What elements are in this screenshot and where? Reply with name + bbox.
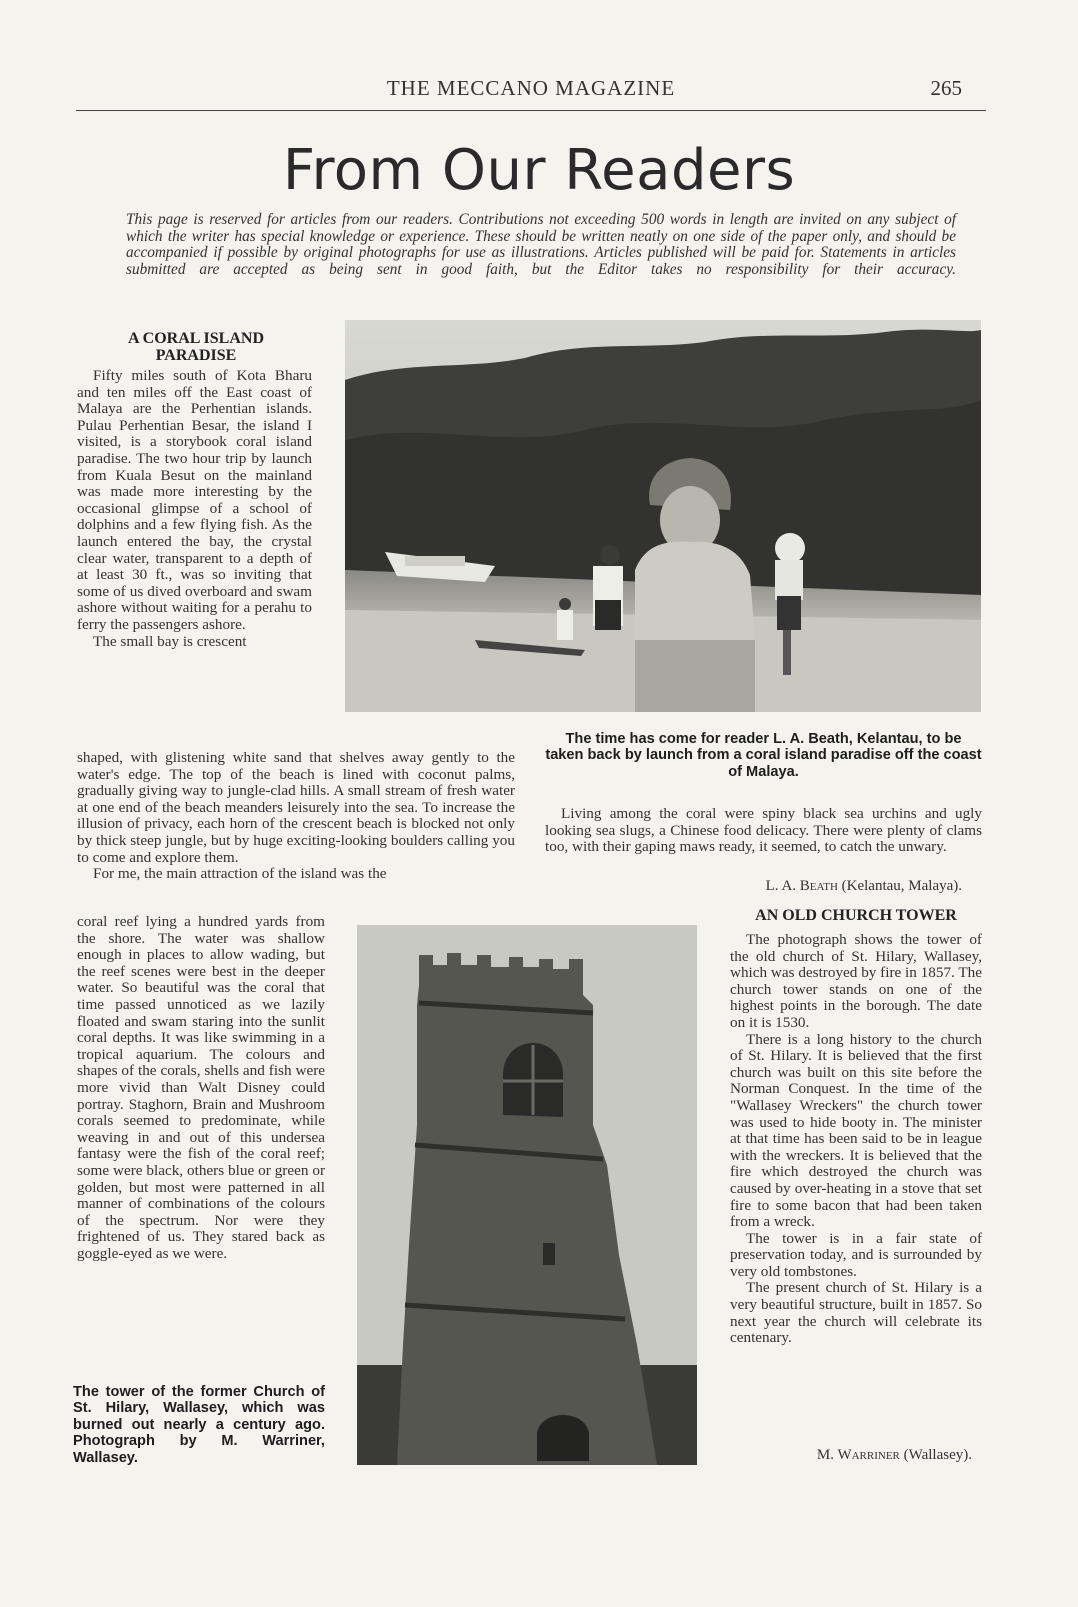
coral-signature <box>545 878 962 895</box>
church-author: M. Warriner <box>816 1447 900 1463</box>
running-header <box>76 76 986 111</box>
coral-paragraph-4: Living among the coral were spiny black sea urchins and ugly looking sea slugs, a Chinese food delicacy. There were plenty of clams too, with their gaping maws ready, it seemed, to catch the unwary. <box>545 805 982 856</box>
beach-photo-caption: The time has come for reader L. A. Beath, Kelantau, to be taken back by launch from a coral island paradise off the coast of Malaya. <box>545 731 982 780</box>
coral-paragraph-3-start: For me, the main attraction of the island was the <box>93 865 387 883</box>
church-photo-caption: The tower of the former Church of St. Hilary, Wallasey, which was burned out nearly a century ago. Photograph by M. Warriner, Wallasey. <box>73 1384 325 1466</box>
coral-author: L. A. Beath <box>765 878 838 894</box>
article-heading-church: AN OLD CHURCH TOWER <box>755 907 957 924</box>
coral-paragraph-2-cont: shaped, with glistening white sand that shelves away gently to the water's edge. The top of the beach is lined with coconut palms, gradually giving way to jungle-clad hills. A small stream of fresh water at one end of the beach meanders leisurely into the sea. To increase the illusion of privacy, each horn of the crescent beach is blocked not only by thick steep jungle, but by huge exciting-looking boulders calling you to come and explore them. <box>77 749 515 866</box>
church-column <box>730 932 982 1347</box>
church-tower-photograph <box>357 925 697 1465</box>
coral-author-location: (Kelantau, Malaya). <box>841 878 962 894</box>
church-author-location: (Wallasey). <box>903 1447 972 1463</box>
coral-paragraph-2-start: The small bay is crescent <box>93 632 247 650</box>
coral-paragraph-1: Fifty miles south of Kota Bharu and ten miles off the East coast of Malaya are the Perhentian islands. Pulau Perhentian Besar, the island I visited, is a storybook coral island paradise. The two hour trip by launch from Kuala Besut on the mainland was made more interesting by the occasional glimpse of a school of dolphins and a few flying fish. As the launch entered the bay, the crystal clear water, transparent to a depth of at least 30 ft., was so inviting that some of us dived overboard and swam ashore without waiting for a perahu to ferry the passengers ashore. <box>77 367 312 633</box>
magazine-name: THE MECCANO MAGAZINE <box>386 76 676 100</box>
church-signature <box>730 1447 972 1464</box>
article-heading-coral: A CORAL ISLAND PARADISE <box>127 330 265 364</box>
beach-photo-illustration <box>345 320 981 712</box>
page-title: From Our Readers <box>282 138 796 203</box>
coral-column-3 <box>77 914 325 1262</box>
beach-photograph <box>345 320 981 712</box>
coral-column-4 <box>545 806 982 856</box>
church-paragraph-1: The photograph shows the tower of the old church of St. Hilary, Wallasey, which was destroyed by fire in 1857. The church tower stands on one of the highest points in the borough. The date on it is 1530. <box>730 931 982 1031</box>
coral-column-2 <box>77 750 515 883</box>
tower-photo-illustration <box>357 925 697 1465</box>
coral-paragraph-3-cont: coral reef lying a hundred yards from the shore. The water was shallow enough in places to allow wading, but the reef scenes were best in the deeper water. So beautiful was the coral that time passed unnoticed as we lazily floated and swam staring into the sunlit coral depths. It was like swimming in a tropical aquarium. The colours and shapes of the corals, shells and fish were more vivid than Walt Disney could portray. Staghorn, Brain and Mushroom corals seemed to predominate, while weaving in and out of this undersea fantasy were the fish of the coral reef; some were black, others blue or green or golden, but most were patterned in all manner of combinations of the colours of the spectrum. Nor were they frightened of us. They stared back as goggle-eyed as we were. <box>77 913 325 1262</box>
intro-paragraph: This page is reserved for articles from our readers. Contributions not exceeding 500 words in length are invited on any subject of which the writer has special knowledge or experience. These should be written neatly on one side of the paper only, and should be accompanied if possible by original photographs for use as illustrations. Articles published will be paid for. Statements in articles submitted are accepted as being sent in good faith, but the Editor takes no responsibility for their accuracy. <box>126 211 956 278</box>
page-number: 265 <box>930 76 962 100</box>
church-paragraph-4: The present church of St. Hilary is a very beautiful structure, built in 1857. So next year the church will celebrate its centenary. <box>730 1279 982 1347</box>
coral-column-1 <box>77 368 312 650</box>
church-paragraph-2: There is a long history to the church of St. Hilary. It is believed that the first church was built on this site before the Norman Conquest. In the time of the "Wallasey Wreckers" the church tower was used to hide booty in. The minister at that time has been said to be in league with the wreckers. It is believed that the fire which destroyed the church was caused by over-heating in a stove that set fire to some bacon that had been taken from a wreck. <box>730 1030 982 1231</box>
church-paragraph-3: The tower is in a fair state of preservation today, and is surrounded by very old tombstones. <box>730 1229 982 1280</box>
